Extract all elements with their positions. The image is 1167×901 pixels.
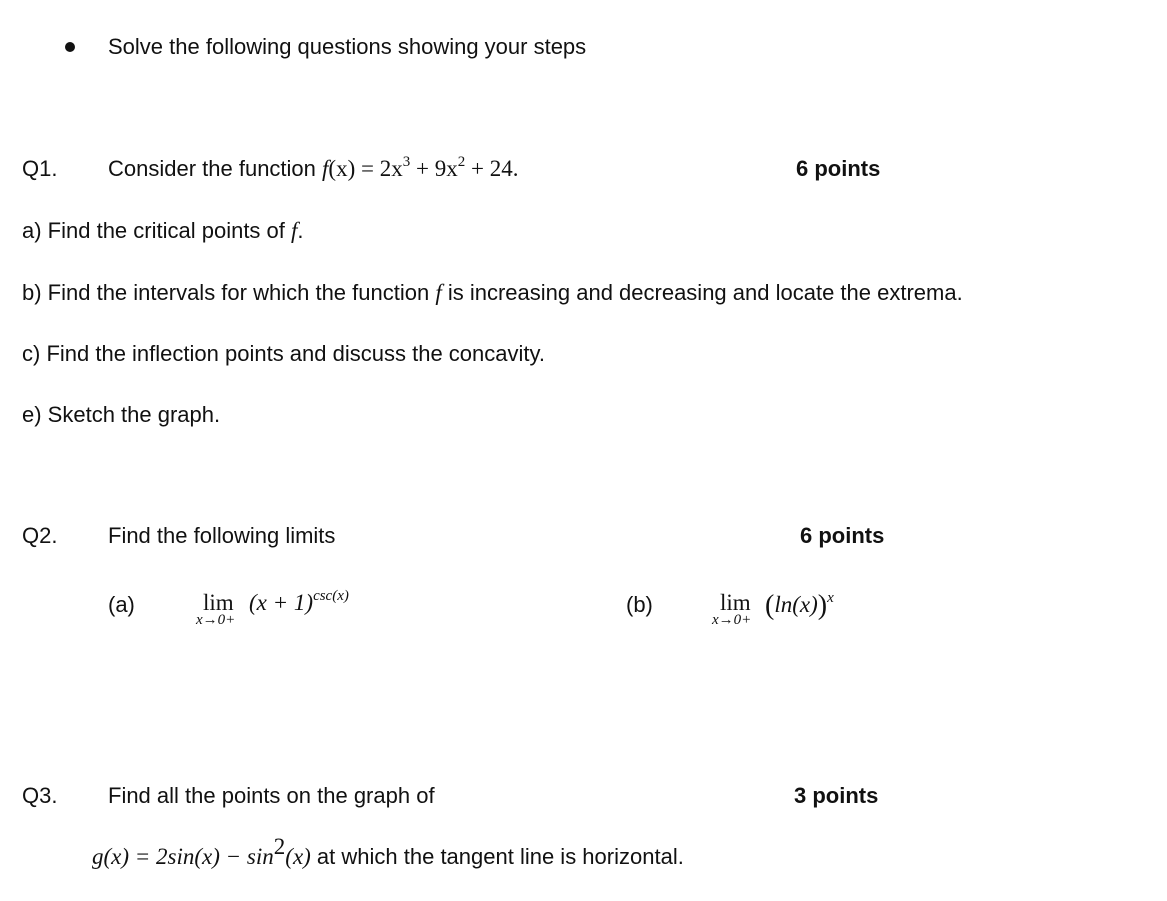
q1-exp1: 3 [402,154,411,170]
q1-mid: + 9x [410,156,458,181]
q2-b-limit [712,590,892,638]
q2-a-sub: x→0+ [196,612,236,628]
q3-equation [92,834,684,870]
q1-part-a-end: . [297,218,304,243]
q1-part-b [22,280,963,306]
q2-a-exponent: csc(x) [313,588,349,604]
q3-eq-lhs: g(x) = 2sin(x) − sin [92,844,274,869]
q2-b-expr [765,590,834,622]
q1-function [322,156,518,181]
intro-bullet [65,42,75,52]
q1-label: Q1. [22,156,58,181]
q1-part-a-var: f [291,218,298,243]
q3-eq-exp: 2 [273,834,286,859]
q1-part-e: e) Sketch the graph. [22,402,221,427]
q1-part-b-text: b) Find the intervals for which the function [22,280,436,305]
q2-a-limit [196,590,416,638]
q2-a-expr [249,590,349,616]
intro-instruction: Solve the following questions showing your steps [108,34,587,59]
q2-b-open: ( [765,590,775,621]
q2-b-label: (b) [626,592,653,617]
q2-b-inner: ln(x) [774,592,818,617]
q2-label: Q2. [22,523,58,548]
q1-part-b-end: is increasing and decreasing and locate the extrema. [441,280,963,305]
q2-a-base: (x + 1) [249,590,314,615]
q1-func-name: f [322,156,329,181]
q2-a-lim: lim [203,590,234,615]
q2-a-label: (a) [108,592,135,617]
q1-part-c: c) Find the inflection points and discuss the concavity. [22,341,545,366]
q2-b-exponent: x [827,590,834,606]
q1-statement [108,156,518,182]
q3-eq-tail: at which the tangent line is horizontal. [310,844,684,869]
q1-part-a-text: a) Find the critical points of [22,218,292,243]
q1-part-a [22,218,304,244]
q3-points: 3 points [794,783,879,808]
q3-label: Q3. [22,783,58,808]
q1-part-b-var: f [435,280,442,305]
q1-func-arg: (x) [328,156,356,181]
q1-prompt: Consider the function [108,156,316,181]
q3-eq-rhs: (x) [285,844,311,869]
q1-func-rhs: = 2x [355,156,403,181]
q2-b-sub: x→0+ [712,612,752,628]
q1-exp2: 2 [457,154,466,170]
q2-points: 6 points [800,523,885,548]
q1-points: 6 points [796,156,881,181]
q3-prompt: Find all the points on the graph of [108,783,435,808]
q2-prompt: Find the following limits [108,523,336,548]
q2-b-lim: lim [720,590,751,615]
q2-b-close: ) [817,590,828,621]
q1-tail: + 24. [465,156,519,181]
